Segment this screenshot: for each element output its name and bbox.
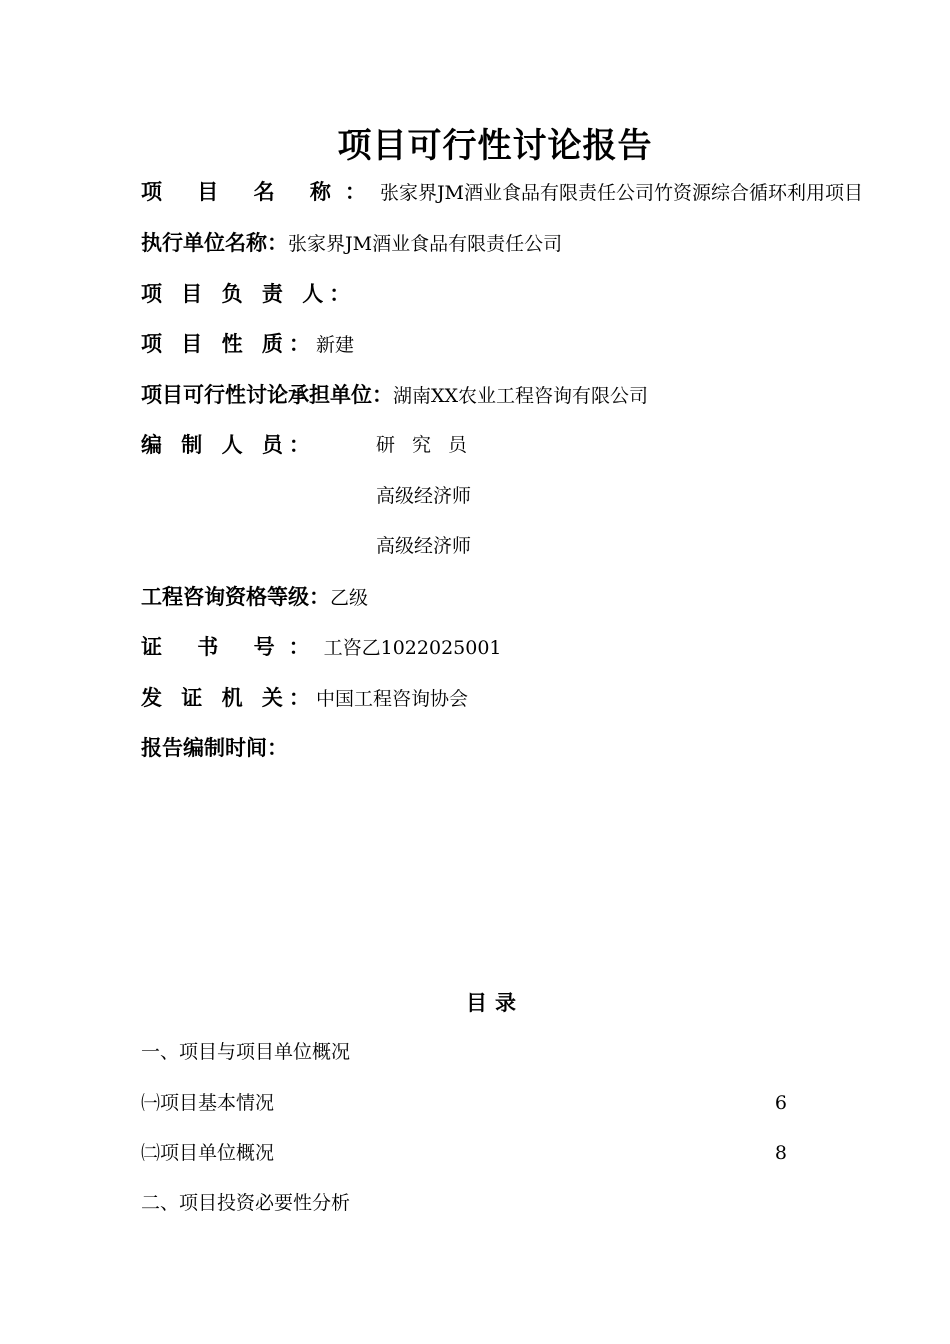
field-value: 乙级: [330, 587, 369, 609]
field-label: 报告编制时间：: [141, 736, 288, 760]
compiler-title: 高级经济师: [376, 535, 472, 557]
field-compilers: [141, 430, 316, 460]
field-label: 项 目 负 责 人：: [141, 282, 357, 306]
field-label: 项目可行性讨论承担单位：: [141, 383, 393, 407]
field-value: 新建: [315, 334, 354, 356]
field-value: 张家界JM酒业食品有限责任公司竹资源综合循环利用项目: [379, 182, 864, 204]
toc-item-text: 一、项目与项目单位概况: [141, 1041, 351, 1063]
toc-item[interactable]: [141, 1138, 787, 1168]
toc-item[interactable]: [141, 1088, 787, 1118]
field-label: 编 制 人 员：: [141, 433, 316, 457]
field-label: 项 目 名 称：: [141, 180, 380, 204]
field-value: 中国工程咨询协会: [315, 688, 468, 710]
toc-item-text: 二、项目投资必要性分析: [141, 1192, 351, 1214]
report-title: 项目可行性讨论报告: [337, 126, 653, 166]
field-report-time: [141, 733, 288, 764]
compiler-title: 研究员: [376, 434, 485, 456]
field-qualification: [141, 582, 368, 613]
field-project-leader: [141, 279, 356, 310]
field-certificate: [141, 632, 502, 663]
toc-item-page: 6: [774, 1092, 787, 1114]
field-label: 执行单位名称：: [141, 231, 288, 255]
field-study-unit: [141, 380, 648, 411]
field-executing-unit: [141, 228, 562, 259]
toc-title: 目录: [466, 991, 524, 1015]
toc-item-text: ㈠项目基本情况: [141, 1092, 275, 1114]
toc-item[interactable]: [141, 1188, 787, 1218]
field-label: 工程咨询资格等级：: [141, 585, 330, 609]
field-value: 张家界JM酒业食品有限责任公司: [288, 233, 563, 255]
toc-item-text: ㈡项目单位概况: [141, 1142, 275, 1164]
field-label: 项 目 性 质：: [141, 332, 316, 356]
field-project-nature: [141, 329, 354, 360]
toc-item-page: 8: [774, 1142, 787, 1164]
toc-item[interactable]: [141, 1037, 787, 1067]
field-label: 发 证 机 关：: [141, 686, 316, 710]
field-value: 工咨乙1022025001: [323, 637, 502, 659]
field-value: 湖南XX农业工程咨询有限公司: [393, 385, 649, 407]
field-label: 证 书 号：: [141, 635, 324, 659]
field-issuer: [141, 683, 468, 714]
compiler-title: 高级经济师: [376, 485, 472, 507]
field-project-name: [141, 177, 863, 208]
